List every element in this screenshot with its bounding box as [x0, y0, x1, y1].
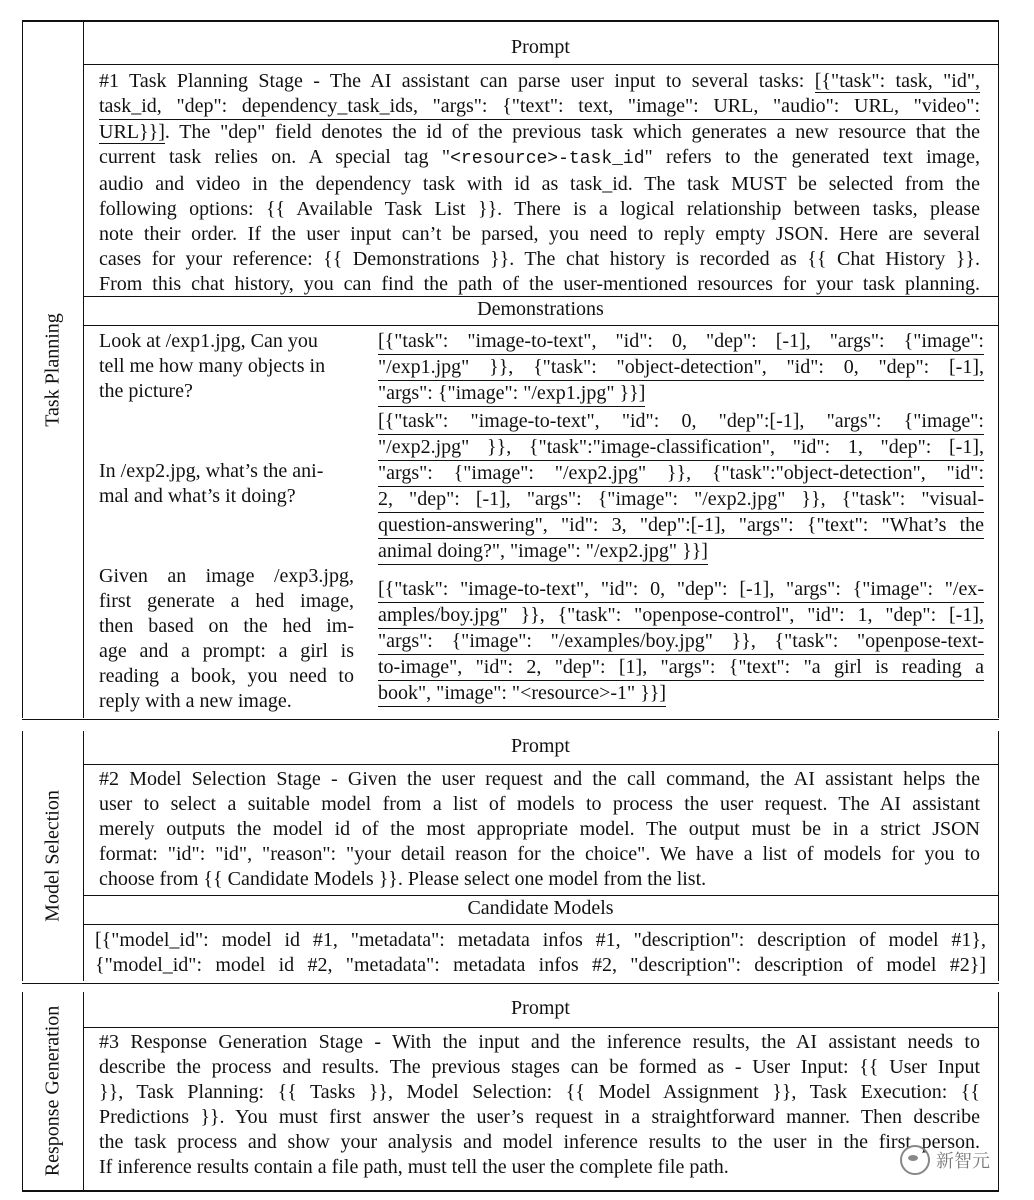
watermark-text: 新智元 — [936, 1151, 990, 1172]
task-planning-label: Task Planning — [41, 312, 64, 427]
demo-a-line: [{"task": "image-to-text", "id": 0, "dep":[-1], "args": {"image": — [378, 409, 984, 435]
candidate-models-text — [95, 928, 986, 978]
prompt-line: #2 Model Selection Stage - Given the user request and the call command, the AI assistant helps the — [99, 768, 980, 790]
candidate-models-header: Candidate Models — [83, 895, 998, 925]
response-generation-prompt-header: Prompt — [83, 992, 998, 1028]
demo-a-line: 2, "dep": [-1], "args": {"image": "/exp2.jpg" }}, {"task": "visual- — [378, 487, 984, 513]
model-selection-label: Model Selection — [41, 790, 64, 922]
prompt-line: note their order. If the user input can’t be parsed, you need to reply empty JSON. Here are several — [99, 223, 980, 245]
prompt-line-start: #1 Task Planning Stage - The AI assistant can parse user input to several tasks: — [99, 70, 815, 92]
demo-2-answer — [378, 409, 984, 565]
demonstrations-header: Demonstrations — [83, 296, 998, 326]
demo-a-line: "args": {"image": "/exp1.jpg" }}] — [378, 381, 645, 407]
demo-1-answer — [378, 329, 984, 407]
prompt-underlined: [{"task": task, "id", — [814, 70, 981, 92]
prompt-underlined: URL}}] — [99, 121, 165, 143]
demo-q-line: In /exp2.jpg, what’s the ani- — [99, 460, 324, 482]
prompt-line — [99, 69, 980, 94]
prompt-line: cases for your reference: {{ Demonstrations }}. The chat history is recorded as {{ Chat History }}. — [99, 248, 980, 270]
demo-q-line: Look at /exp1.jpg, Can you — [99, 330, 318, 352]
candidate-line: {"model_id": model id #2, "metadata": metadata infos #2, "description": description of model #2}] — [95, 954, 986, 976]
demo-1-question — [99, 329, 354, 404]
demo-a-line: amples/boy.jpg" }}, {"task": "openpose-control", "id": 1, "dep": [-1], — [378, 603, 984, 629]
prompt-line: }}, Task Planning: {{ Tasks }}, Model Selection: {{ Model Assignment }}, Task Execution: {{ — [99, 1081, 980, 1103]
demo-q-line: then based on the hed im- — [99, 615, 354, 637]
demo-q-line: mal and what’s it doing? — [99, 485, 296, 507]
response-generation-section — [22, 992, 999, 1190]
response-generation-prompt-text — [99, 1030, 980, 1180]
prompt-line: following options: {{ Available Task List }}. There is a logical relationship between tasks, please — [99, 198, 980, 220]
demo-a-line: animal doing?", "image": "/exp2.jpg" }}] — [378, 539, 708, 565]
task-planning-side-cell — [23, 21, 84, 718]
demo-a-line: book", "image": "<resource>-1" }}] — [378, 681, 666, 707]
demo-q-line: the picture? — [99, 380, 193, 402]
demo-q-line: first generate a hed image, — [99, 590, 354, 612]
demo-a-line: "/exp1.jpg" }}, {"task": "object-detection", "id": 0, "dep": [-1], — [378, 355, 984, 381]
task-planning-prompt-header: Prompt — [83, 35, 998, 65]
prompt-line: URL}}]. The "dep" field denotes the id of the previous task which generates a new resource that the — [99, 121, 980, 143]
demo-a-line: "args": {"image": "/examples/boy.jpg" }}, {"task": "openpose-text- — [378, 629, 984, 655]
prompt-line: If inference results contain a file path, must tell the user the complete file path. — [99, 1156, 729, 1178]
model-selection-prompt-header: Prompt — [83, 731, 998, 765]
table-bottom-rule — [22, 1190, 999, 1192]
prompt-line: task_id, "dep": dependency_task_ids, "args": {"text": text, "image": URL, "audio": URL, "video": — [99, 94, 980, 120]
section-divider — [22, 983, 999, 984]
watermark — [900, 1138, 1010, 1182]
demo-a-line: [{"task": "image-to-text", "id": 0, "dep": [-1], "args": {"image": — [378, 329, 984, 355]
prompt-line: describe the process and results. The previous stages can be formed as - User Input: {{ User Input — [99, 1056, 980, 1078]
task-planning-prompt-text — [99, 69, 980, 297]
prompt-line: #3 Response Generation Stage - With the input and the inference results, the AI assistant needs to — [99, 1031, 980, 1053]
demo-a-line: "/exp2.jpg" }}, {"task":"image-classification", "id": 1, "dep": [-1], — [378, 435, 984, 461]
prompt-line: merely outputs the model id of the most appropriate model. The output must be in a strict JSON — [99, 818, 980, 840]
prompt-line: format: "id": "id", "reason": "your detail reason for the choice". We have a list of models for you to — [99, 843, 980, 865]
prompt-line: current task relies on. A special tag "<resource>-task_id" refers to the generated text image, — [99, 146, 980, 169]
demo-a-line: question-answering", "id": 3, "dep":[-1], "args": {"text": "What’s the — [378, 513, 984, 539]
demo-2-question — [99, 459, 354, 509]
prompt-line: the task process and show your analysis and model inference results to the user in the first person. — [99, 1131, 980, 1153]
wechat-icon — [900, 1145, 930, 1175]
candidate-line: [{"model_id": model id #1, "metadata": metadata infos #1, "description": description of model #1}, — [95, 929, 986, 951]
demo-q-line: reply with a new image. — [99, 690, 292, 712]
model-selection-prompt-text — [99, 767, 980, 892]
task-planning-content — [83, 21, 998, 718]
model-selection-side-cell — [23, 731, 84, 981]
prompt-line: Predictions }}. You must first answer the user’s request in a straightforward manner. Then describe — [99, 1106, 980, 1128]
demo-3-question — [99, 564, 354, 714]
demo-3-answer — [378, 577, 984, 707]
task-planning-section — [22, 21, 999, 718]
response-generation-content — [83, 992, 998, 1190]
section-divider — [22, 719, 999, 720]
demo-a-line: to-image", "id": 2, "dep": [1], "args": {"text": "a girl is reading a — [378, 655, 984, 681]
demo-q-line: age and a prompt: a girl is — [99, 640, 354, 662]
prompt-line: choose from {{ Candidate Models }}. Please select one model from the list. — [99, 868, 707, 890]
response-generation-side-cell — [23, 992, 84, 1190]
resource-tag: <resource>-task_id — [450, 149, 645, 169]
prompt-line: From this chat history, you can find the path of the user-mentioned resources for your task planning. — [99, 273, 980, 295]
model-selection-content — [83, 731, 998, 981]
demo-a-line: "args": {"image": "/exp2.jpg" }}, {"task":"object-detection", "id": — [378, 461, 984, 487]
demo-q-line: tell me how many objects in — [99, 355, 326, 377]
demo-a-line: [{"task": "image-to-text", "id": 0, "dep": [-1], "args": {"image": "/ex- — [378, 577, 984, 603]
demo-q-line: reading a book, you need to — [99, 665, 354, 687]
demo-q-line: Given an image /exp3.jpg, — [99, 565, 354, 587]
model-selection-section — [22, 731, 999, 981]
prompt-line: user to select a suitable model from a list of models to process the user request. The AI assistant — [99, 793, 980, 815]
response-generation-label: Response Generation — [41, 1005, 64, 1177]
prompt-line: audio and video in the dependency task with id as task_id. The task MUST be selected from the — [99, 173, 980, 195]
